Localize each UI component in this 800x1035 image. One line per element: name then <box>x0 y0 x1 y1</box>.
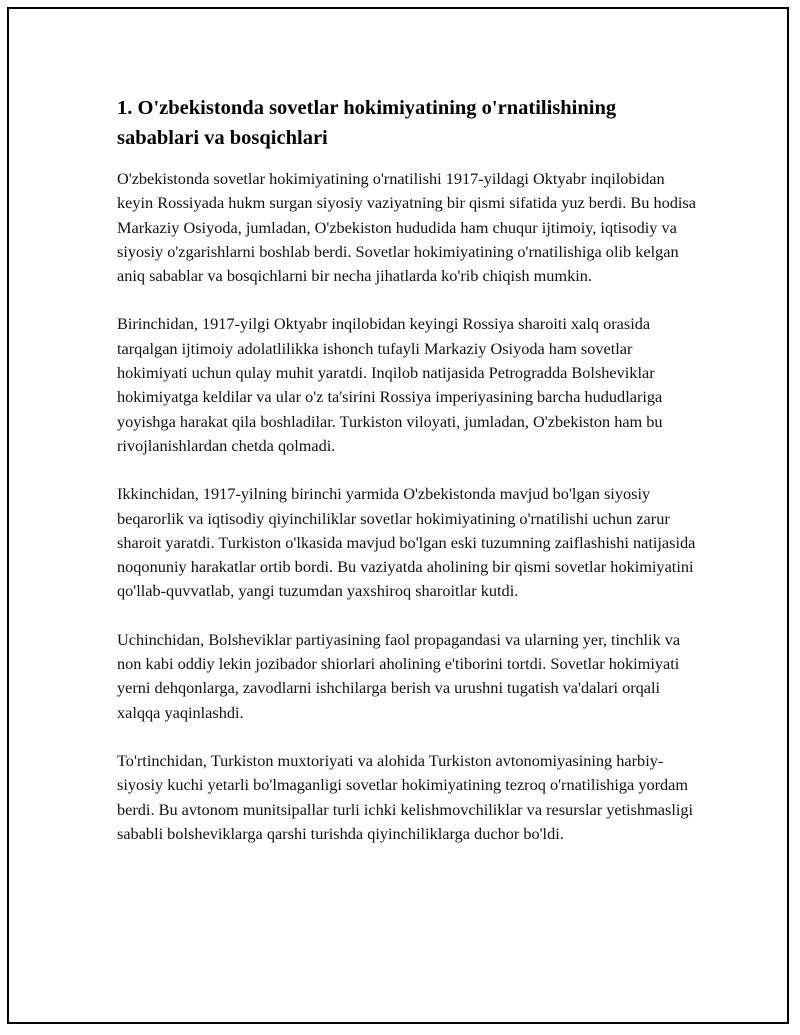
paragraph-intro: O'zbekistonda sovetlar hokimiyatining o'rnatilishi 1917-yildagi Oktyabr inqilobidan keyin Rossiyada hukm surgan siyosiy vaziyatning bir qismi sifatida yuz berdi. Bu hodisa Markaziy Osiyoda, jumladan, O'zbekiston hududida ham chuqur ijtimoiy, iqtisodiy va siyosiy o'zgarishlarni boshlab berdi. Sovetlar hokimiyatining o'rnatilishiga olib kelgan aniq sabablar va bosqichlarni bir necha jihatlarda ko'rib chiqish mumkin. <box>117 169 696 286</box>
paragraph-first-reason: Birinchidan, 1917-yilgi Oktyabr inqilobidan keyingi Rossiya sharoiti xalq orasida tarqalgan ijtimoiy adolatlilikka ishonch tufayli Markaziy Osiyoda ham sovetlar hokimiyati uchun qulay muhit yaratdi. Inqilob natijasida Petrogradda Bolsheviklar hokimiyatga keldilar va ular o'z ta'sirini Rossiya imperiyasining barcha hududlariga yoyishga harakat qila boshladilar. Turkiston viloyati, jumladan, O'zbekiston ham bu rivojlanishlardan chetda qolmadi. <box>117 314 663 455</box>
paragraph-second-reason: Ikkinchidan, 1917-yilning birinchi yarmida O'zbekistonda mavjud bo'lgan siyosiy beqarorlik va iqtisodiy qiyinchiliklar sovetlar hokimiyatining o'rnatilishi uchun zarur sharoit yaratdi. Turkiston o'lkasida mavjud bo'lgan eski tuzumning zaiflashishi natijasida noqonuniy harakatlar ortib bordi. Bu vaziyatda aholining bir qismi sovetlar hokimiyatini qo'llab-quvvatlab, yangi tuzumdan yaxshiroq sharoitlar kutdi. <box>117 484 696 601</box>
section-heading: 1. O'zbekistonda sovetlar hokimiyatining o'rnatilishining sabablari va bosqichlari <box>117 97 617 149</box>
paragraph-third-reason: Uchinchidan, Bolsheviklar partiyasining faol propagandasi va ularning yer, tinchlik va non kabi oddiy lekin jozibador shiorlari aholining e'tiborini tortdi. Sovetlar hokimiyati yerni dehqonlarga, zavodlarni ishchilarga berish va urushni tugatish va'dalari orqali xalqqa yaqinlashdi. <box>117 629 681 722</box>
document-body <box>117 93 697 870</box>
paragraph-fourth-reason: To'rtinchidan, Turkiston muxtoriyati va alohida Turkiston avtonomiyasining harbiy-siyosiy kuchi yetarli bo'lmaganligi sovetlar hokimiyatining tezroq o'rnatilishiga yordam berdi. Bu avtonom munitsipallar turli ichki kelishmovchiliklar va resurslar yetishmasligi sababli bolsheviklarga qarshi turishda qiyinchiliklarga duchor bo'ldi. <box>117 750 694 843</box>
